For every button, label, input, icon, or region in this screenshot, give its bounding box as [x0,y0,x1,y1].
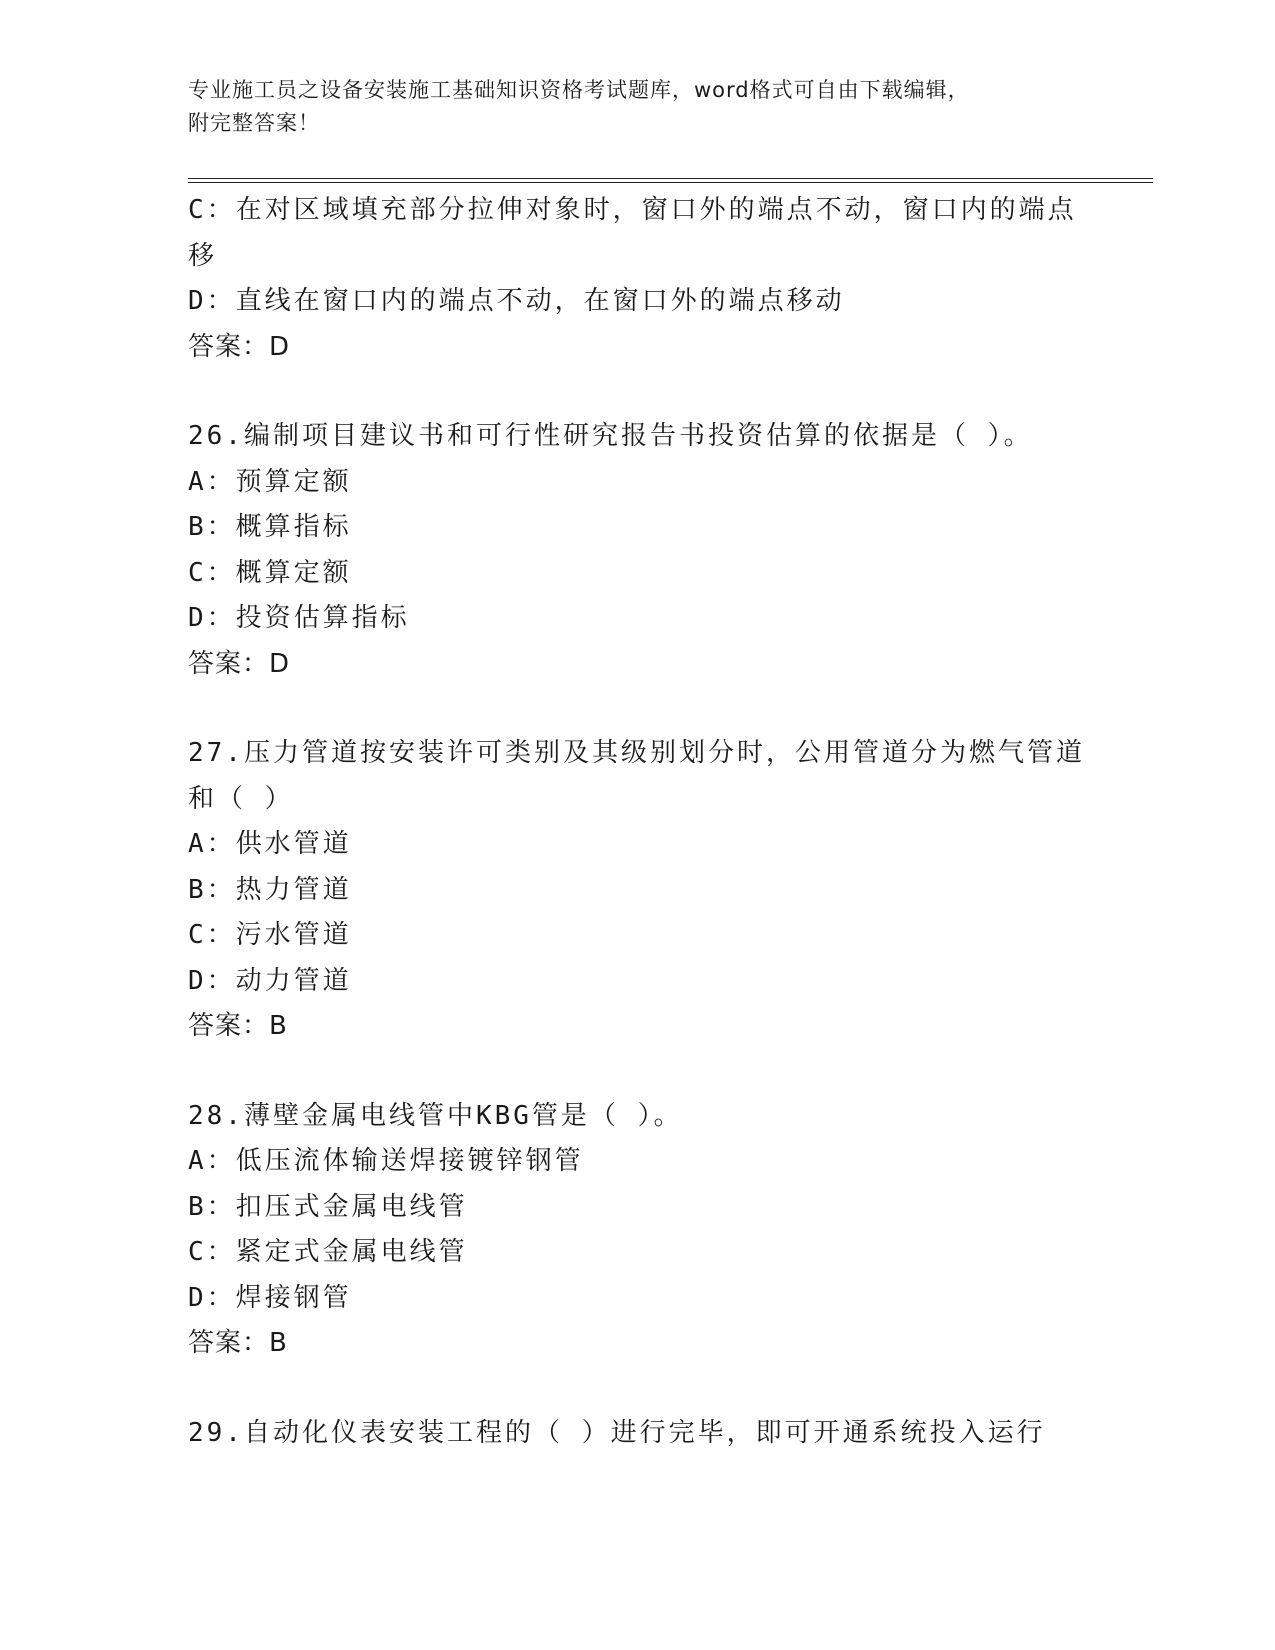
question-stem: 26.编制项目建议书和可行性研究报告书投资估算的依据是（ ）。 [188,421,1033,451]
question-stem-wrap: 和（ ） [188,783,294,814]
question-29 [188,1411,1088,1457]
answer-line: 答案：B [188,1011,288,1041]
spacer [188,370,1088,414]
document-header [188,74,1068,140]
question-stem: 29.自动化仪表安装工程的（ ）进行完毕，即可开通系统投入运行 [188,1417,1046,1448]
question-list [188,188,1088,1456]
option-d: D：焊接钢管 [188,1282,352,1313]
question-stem: 28.薄壁金属电线管中KBG管是（ ）。 [188,1100,683,1131]
spacer [188,687,1088,731]
option-d: D：直线在窗口内的端点不动，在窗口外的端点移动 [188,286,845,316]
option-c: C：污水管道 [188,920,352,950]
question-25-continuation [188,188,1088,370]
option-a: A：低压流体输送焊接镀锌钢管 [188,1146,584,1176]
question-stem: 27.压力管道按安装许可类别及其级别划分时，公用管道分为燃气管道 [188,738,1085,768]
option-b: B：概算指标 [188,512,352,542]
option-c-wrap: 移 [188,240,218,271]
answer-line: 答案：B [188,1328,288,1358]
header-double-rule [188,178,1153,183]
header-title-line-2: 附完整答案！ [188,111,320,135]
header-title-line-1: 专业施工员之设备安装施工基础知识资格考试题库，word格式可自由下载编辑， [188,78,970,102]
option-b: B：扣压式金属电线管 [188,1191,468,1222]
option-c: C：在对区域填充部分拉伸对象时，窗口外的端点不动，窗口内的端点 [188,195,1077,225]
option-d: D：投资估算指标 [188,603,410,633]
spacer [188,1367,1088,1411]
question-28 [188,1094,1088,1367]
option-c: C：概算定额 [188,557,352,588]
question-26 [188,414,1088,687]
option-c: C：紧定式金属电线管 [188,1237,468,1267]
option-a: A：预算定额 [188,466,352,497]
spacer [188,1050,1088,1094]
question-27 [188,731,1088,1050]
option-d: D：动力管道 [188,965,352,996]
answer-line: 答案：D [188,331,291,362]
option-b: B：热力管道 [188,874,352,905]
answer-line: 答案：D [188,648,291,679]
option-a: A：供水管道 [188,829,352,859]
